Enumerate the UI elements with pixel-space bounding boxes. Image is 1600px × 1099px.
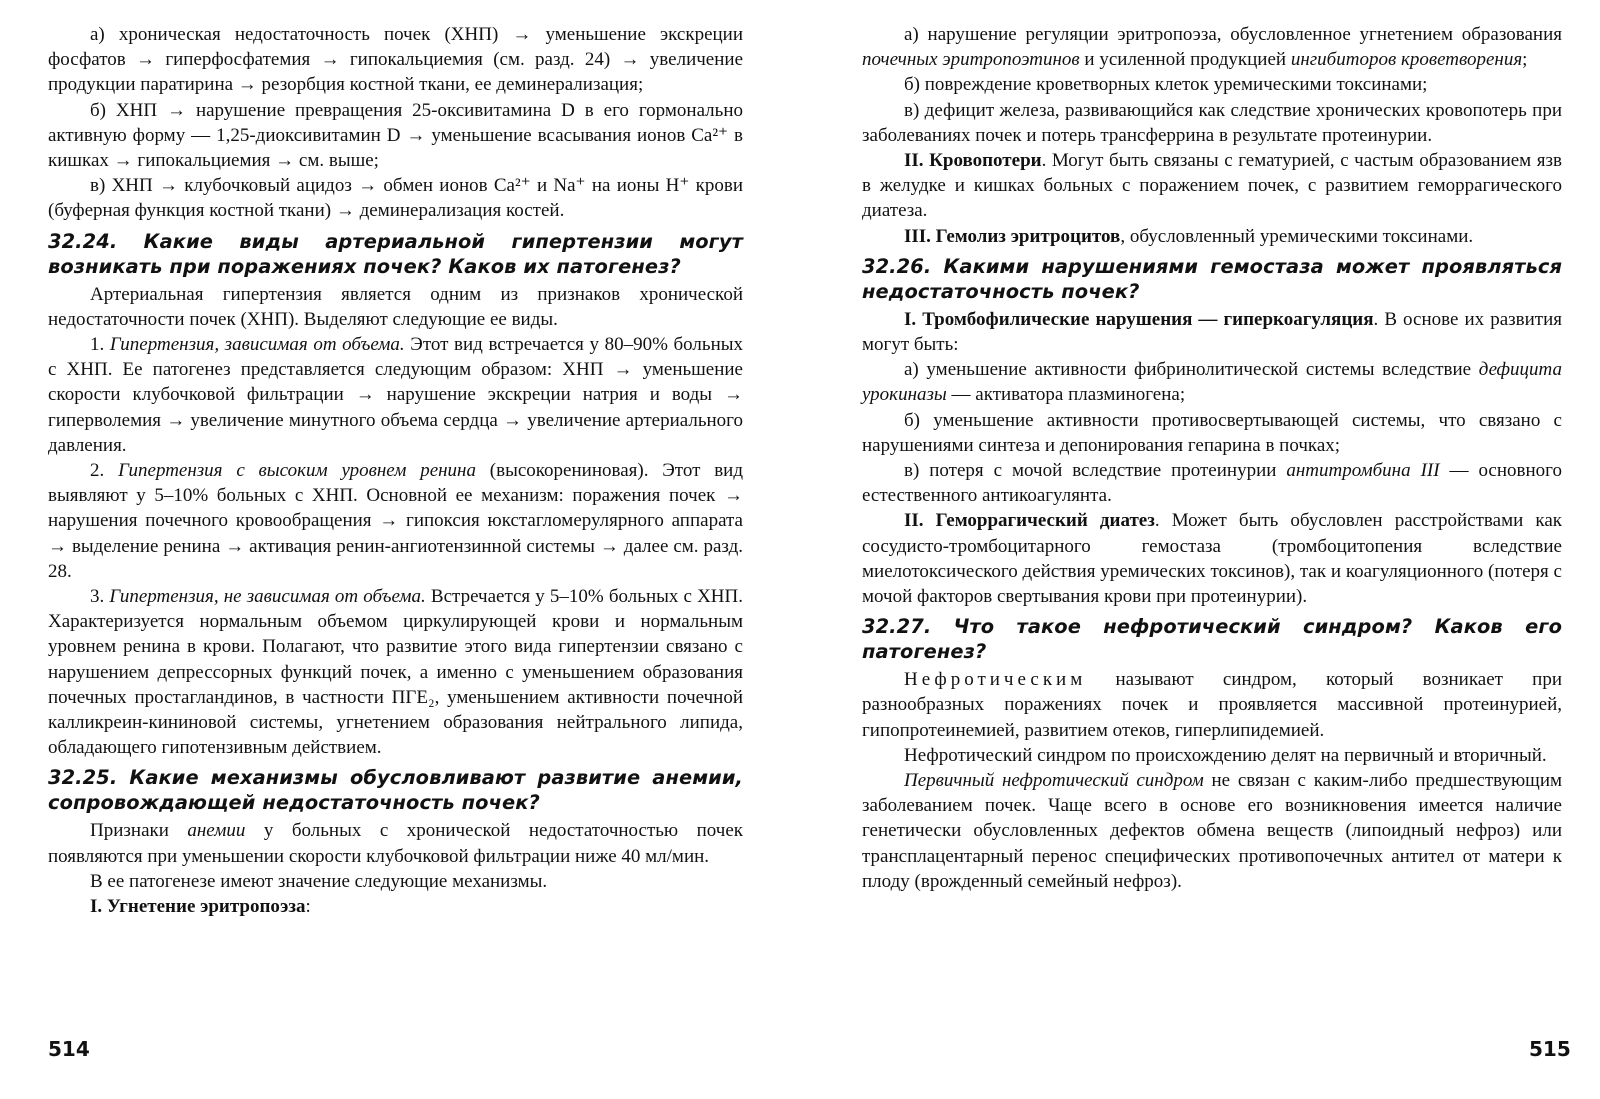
page-number-left: 514 (48, 1037, 90, 1061)
paragraph-text: (высокорениновая). Этот вид выявляют у 5–10% больных с ХНП. Основной ее механизм: поражения почек → нарушения почечного кровообращения → гипоксия юкстагломерулярного аппарата → выделение ренина → активация ренин-ангиотензинной системы → далее см. разд. 28. (48, 460, 744, 582)
list-number: 1. (90, 334, 110, 356)
question-heading-32-25: 32.25. Какие механизмы обусловливают развитие анемии, сопровождающей недостаточность почек? (48, 766, 743, 815)
spaced-term: Нефротическим (904, 669, 1087, 691)
term: почечных эритропоэтинов (862, 49, 1080, 71)
paragraph-text: не связан с каким-либо предшествующим заболеванием почек. Чаще всего в основе его возникновения имеется наличие генетически обусловленных дефектов обмена веществ (липоидный нефроз) или трансплацентарный перенос специфических противопочечных антител от матери к плоду (врожденный семейный нефроз). (862, 770, 1563, 892)
paragraph-text: . В основе их развития могут быть: (862, 308, 1563, 356)
paragraph (48, 458, 743, 584)
paragraph (862, 458, 1562, 508)
paragraph-text: — основного естественного антикоагулянта. (862, 460, 1562, 507)
section-label: I. Тромбофилические нарушения — гиперкоагуляция (904, 308, 1374, 330)
paragraph-text: : (305, 896, 311, 918)
paragraph (862, 357, 1562, 407)
paragraph (862, 148, 1562, 224)
section-label: II. Кровопотери (904, 150, 1042, 172)
paragraph-text: называют синдром, который возникает при разнообразных поражениях почек и проявляется массивной протеинурией, гипопротеинемией, развитием отеков, гиперлипидемией. (862, 669, 1562, 741)
paragraph (862, 508, 1562, 609)
paragraph (862, 224, 1562, 249)
term: Первичный нефротический синдром (904, 770, 1204, 792)
section-label: III. Гемолиз эритроцитов (904, 225, 1121, 247)
paragraph-text: а) нарушение регуляции эритропоэза, обусловленное угнетением образования (904, 24, 1562, 45)
paragraph-text: . Может быть обусловлен расстройствами как сосудисто-тромбоцитарного гемостаза (тромбоцитопения вследствие миелотоксического действия уремических токсинов), так и коагуляционного (потеря с мочой факторов свертывания крови при протеинурии). (862, 510, 1562, 608)
paragraph: в) дефицит железа, развивающийся как следствие хронических кровопотерь при заболеваниях почек и потерь трансферрина в результате протеинурии. (862, 99, 1562, 146)
paragraph-text: в) потеря с мочой вследствие протеинурии (904, 460, 1287, 482)
paragraph: в) ХНП → клубочковый ацидоз → обмен ионов Ca²⁺ и Na⁺ на ионы H⁺ крови (буферная функция костной ткани) → деминерализация костей. (48, 175, 743, 222)
paragraph-text: Встречается у 5–10% больных с ХНП. Характеризуется нормальным объемом циркулирующей крови и нормальным уровнем ренина в крови. Полагают, что развитие этого вида гипертензии связано с нарушением депрессорных функций почек, а именно с уменьшением образования почечных простагландинов, в частности ПГЕ₂, уменьшением активности почечной калликреин-кининовой системы, угнетением образования нейтрального липида, обладающего гипотензивным действием. (48, 586, 743, 759)
paragraph-text: , обусловленный уремическими токсинами. (1120, 225, 1474, 247)
term: дефицита урокиназы (862, 359, 1562, 406)
paragraph: б) уменьшение активности противосвертывающей системы, что связано с нарушениями синтеза и депонирования гепарина в почках; (862, 409, 1562, 456)
paragraph: В ее патогенезе имеют значение следующие механизмы. (90, 870, 548, 892)
term: антитромбина III (1286, 460, 1440, 482)
paragraph-text: Признаки (90, 820, 188, 842)
term: Гипертензия, зависимая от объема. (109, 334, 405, 356)
term: ингибиторов кроветворения (1290, 49, 1523, 71)
paragraph-text: а) уменьшение активности фибринолитической системы вследствие (904, 359, 1479, 381)
paragraph-text: Этот вид встречается у 80–90% больных с ХНП. Ее патогенез представляется следующим образом: ХНП → уменьшение скорости клубочковой фильтрации → нарушение экскреции натрия и воды → гиперволемия → увеличение минутного объема сердца → увеличение артериального давления. (48, 334, 744, 456)
question-heading-32-27: 32.27. Что такое нефротический синдром? Каков его патогенез? (862, 615, 1562, 664)
paragraph (48, 894, 743, 919)
right-page (862, 22, 1562, 894)
paragraph (48, 332, 743, 458)
paragraph: Артериальная гипертензия является одним из признаков хронической недостаточности почек (ХНП). Выделяют следующие ее виды. (48, 283, 743, 330)
paragraph (862, 307, 1562, 357)
paragraph (862, 667, 1562, 743)
section-label: II. Геморрагический диатез (904, 510, 1155, 532)
paragraph: а) хроническая недостаточность почек (ХНП) → уменьшение экскреции фосфатов → гиперфосфатемия → гипокальциемия (см. разд. 24) → увеличение продукции паратирина → резорбция костной ткани, ее деминерализация; (48, 24, 743, 96)
list-number: 3. (90, 586, 110, 608)
paragraph-text: и усиленной продукцией (1079, 49, 1291, 71)
paragraph (862, 768, 1562, 894)
paragraph (862, 22, 1562, 72)
list-number: 2. (90, 460, 119, 482)
paragraph-text: ; (1522, 49, 1528, 71)
term: Гипертензия, не зависимая от объема. (109, 586, 426, 608)
paragraph (48, 818, 743, 868)
paragraph: Нефротический синдром по происхождению делят на первичный и вторичный. (904, 744, 1547, 766)
term: анемии (187, 820, 246, 842)
section-label: I. Угнетение эритропоэза (90, 896, 306, 918)
paragraph: б) ХНП → нарушение превращения 25-оксивитамина D в его гормонально активную форму — 1,25-диоксивитамин D → уменьшение всасывания ионов Ca²⁺ в кишках → гипокальциемия → см. выше; (48, 99, 743, 172)
left-page (48, 22, 743, 919)
paragraph (48, 584, 743, 760)
paragraph-text: у больных с хронической недостаточностью почек появляются при уменьшении скорости клубочковой фильтрации ниже 40 мл/мин. (48, 820, 743, 867)
question-heading-32-24: 32.24. Какие виды артериальной гипертензии могут возникать при поражениях почек? Каков их патогенез? (48, 229, 743, 278)
paragraph-text: — активатора плазминогена; (946, 384, 1186, 406)
question-heading-32-26: 32.26. Какими нарушениями гемостаза может проявляться недостаточность почек? (862, 254, 1562, 303)
page-number-right: 515 (1529, 1037, 1571, 1061)
term: Гипертензия с высоким уровнем ренина (118, 460, 476, 482)
paragraph-text: . Могут быть связаны с гематурией, с частым образованием язв в желудке и кишках больных с поражением почек, с развитием геморрагического диатеза. (862, 150, 1562, 222)
paragraph: б) повреждение кроветворных клеток уремическими токсинами; (904, 74, 1428, 96)
